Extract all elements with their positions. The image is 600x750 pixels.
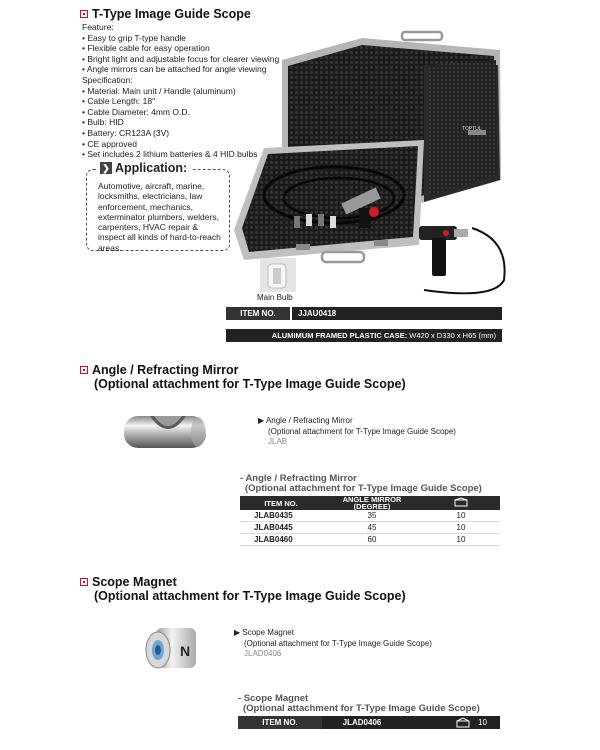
scope-eyepiece [419, 226, 457, 240]
mirror-table [240, 496, 500, 546]
magnet-table-title: - Scope Magnet (Optional attachment for T-Type Image Guide Scope) [238, 693, 480, 714]
table-row: JLAB0435 35 10 [240, 510, 500, 522]
case-spec-bar [226, 329, 502, 342]
feature-item: • Bright light and adjustable focus for clearer viewing [82, 54, 292, 65]
bullet-square-icon [80, 578, 88, 586]
magnet-mark: N [180, 643, 191, 659]
triangle-right-icon: ▶ [234, 628, 241, 637]
bullet-square-icon [80, 10, 88, 18]
magnet-item-no-value: JLAD0406 [322, 716, 402, 729]
application-text: Automotive, aircraft, marine, locksmiths, electricians, law enforcement, mechanics, exterminator plumbers, welders, carpenters, HVAC repair & inspect all kinds of hard-to-reach areas. [98, 181, 221, 253]
spec-item: • CE approved [82, 139, 292, 150]
mirror-description: ▶ Angle / Refracting Mirror (Optional attachment for T-Type Image Guide Scope) JLAB [258, 416, 456, 446]
col-item-no: ITEM NO. [240, 496, 322, 510]
application-title: ❯ Application: [96, 161, 191, 175]
feature-heading: Feature: [82, 22, 114, 32]
spec-item: • Battery: CR123A (3V) [82, 128, 292, 139]
triangle-right-icon: ▶ [258, 416, 265, 425]
spec-item: • Cable Length: 18" [82, 96, 292, 107]
col-qty [422, 496, 500, 510]
spec-item: • Bulb: HID [82, 117, 292, 128]
item-no-label: ITEM NO. [226, 307, 290, 320]
magnet-item-no-label: ITEM NO. [238, 716, 322, 729]
arrow-right-icon: ❯ [100, 162, 112, 174]
col-angle: ANGLE MIRROR (DEGREE) [322, 496, 422, 510]
table-row: JLAB0460 60 10 [240, 534, 500, 546]
item-no-value: JJAU0418 [292, 307, 502, 320]
section-title-magnet: Scope Magnet (Optional attachment for T-Type Image Guide Scope) [80, 575, 406, 603]
section-title-mirror: Angle / Refracting Mirror (Optional attachment for T-Type Image Guide Scope) [80, 363, 406, 391]
spec-item: • Material: Main unit / Handle (aluminum) [82, 86, 292, 97]
magnet-qty-cell [402, 716, 500, 729]
feature-item: • Easy to grip T-type handle [82, 33, 292, 44]
case-value: W420 x D330 x H65 (mm) [409, 331, 496, 340]
box-icon [454, 497, 468, 507]
mirror-table-title: - Angle / Refracting Mirror (Optional attachment for T-Type Image Guide Scope) [240, 473, 482, 494]
spec-item: • Set includes 2 lithium batteries & 4 HID bulbs [82, 149, 292, 160]
scope-handle [432, 238, 446, 276]
mirror-illustration [120, 408, 212, 458]
feature-item: • Flexible cable for easy operation [82, 43, 292, 54]
section-title-scope: T-Type Image Guide Scope [80, 7, 251, 21]
spec-heading: Specification: [82, 75, 133, 85]
table-row: JLAB0445 45 10 [240, 522, 500, 534]
magnet-illustration [140, 622, 202, 674]
magnet-qty: 10 [478, 718, 487, 727]
bullet-square-icon [80, 366, 88, 374]
box-icon [456, 717, 470, 728]
case-brand: TOPTUL [462, 126, 482, 132]
spec-item: • Cable Diameter: 4mm O.D. [82, 107, 292, 118]
magnet-description: ▶ Scope Magnet (Optional attachment for T-Type Image Guide Scope) JLAD0406 [234, 628, 432, 658]
case-label: ALUMIMUM FRAMED PLASTIC CASE: [271, 331, 408, 340]
bulb-label: Main Bulb [257, 293, 293, 302]
case-illustration [224, 30, 514, 300]
feature-item: • Angle mirrors can be attached for angle viewing [82, 64, 292, 75]
